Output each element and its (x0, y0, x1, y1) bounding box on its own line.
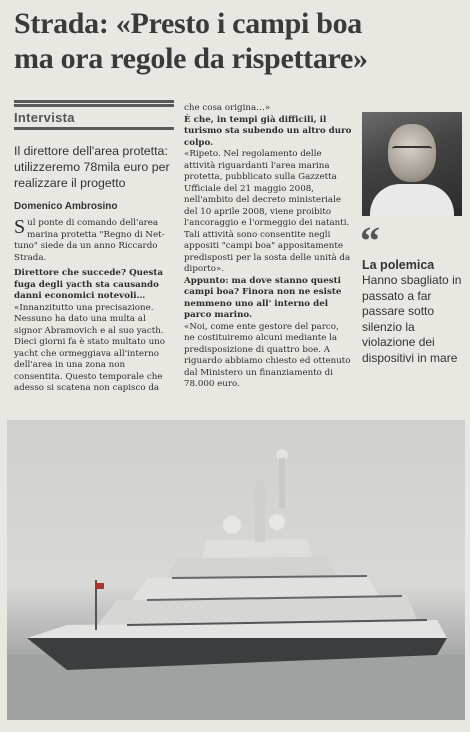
intro-paragraph: Sul ponte di comando dell'area marina protetta "Regno di Net-tuno" siede da un anno Riccardo Strada. (14, 216, 165, 263)
yacht-photo (7, 420, 465, 720)
article-body-col2 (184, 103, 352, 391)
question-3: Appunto: ma dove stanno questi campi boa? Finora non ne esiste nemmeno uno all' interno del parco marino. (184, 275, 342, 320)
pullquote (362, 258, 466, 366)
question-1: Direttore che succede? Questa fuga degli yacth sta causando danni economici notevoli… (14, 268, 164, 301)
section-label: Intervista (14, 110, 75, 125)
portrait-photo (362, 112, 462, 216)
column-left (14, 100, 174, 395)
answer-3: «Noi, come ente gestore del parco, ne costituiremo alcuni mediante la predisposizione di quattro boe. A riguardo abbiamo chiesto ed ottenuto dal Ministero un finanziamento di 78.000 euro. (184, 321, 351, 389)
quote-mark-icon: “ (360, 218, 380, 263)
answer-1-continued: che cosa origina…» (184, 103, 271, 113)
drop-cap: S (14, 216, 26, 238)
byline: Domenico Ambrosino (14, 201, 118, 212)
headline-line-1: Strada: «Presto i campi boa (14, 7, 362, 40)
article-body-col1 (14, 218, 174, 395)
section-rule (14, 100, 174, 107)
question-2: È che, in tempi già difficili, il turismo sta subendo un altro duro colpo. (184, 114, 352, 148)
answer-1: «Innanzitutto una precisazione. Nessuno ha dato una multa al signor Abramovich e al suo yacth. Dieci giorni fa è stato multato uno yacht che ormeggiava all'interno dell'area in una zona non consentita. Questo temporale che adesso si scatena non capisco da (14, 302, 166, 393)
headline (14, 6, 464, 76)
summary: Il direttore dell'area protetta: utilizzeremo 78mila euro per realizzare il progetto (14, 144, 170, 190)
headline-line-2: ma ora regole da rispettare» (14, 42, 368, 75)
section-rule-bottom (14, 127, 174, 131)
pullquote-title: La polemica (362, 258, 435, 272)
answer-2: «Ripeto. Nel regolamento delle attività riguardanti l'area marina protetta, pubblicato sulla Gazzetta Ufficiale del 21 maggio 2008, nell'ambito del decreto ministeriale del 10 aprile 2008, viene proibito l'ancoraggio e l'ormeggio dei natanti. Tali attività sono consentite negli appositi "campi boa" appositamente predisposti per la sosta delle unità da diporto». (184, 149, 351, 274)
yacht-illustration (7, 420, 465, 720)
pullquote-text: Hanno sbagliato in passato a far passare sotto silenzio la violazione dei dispositivi in mare (362, 273, 462, 365)
